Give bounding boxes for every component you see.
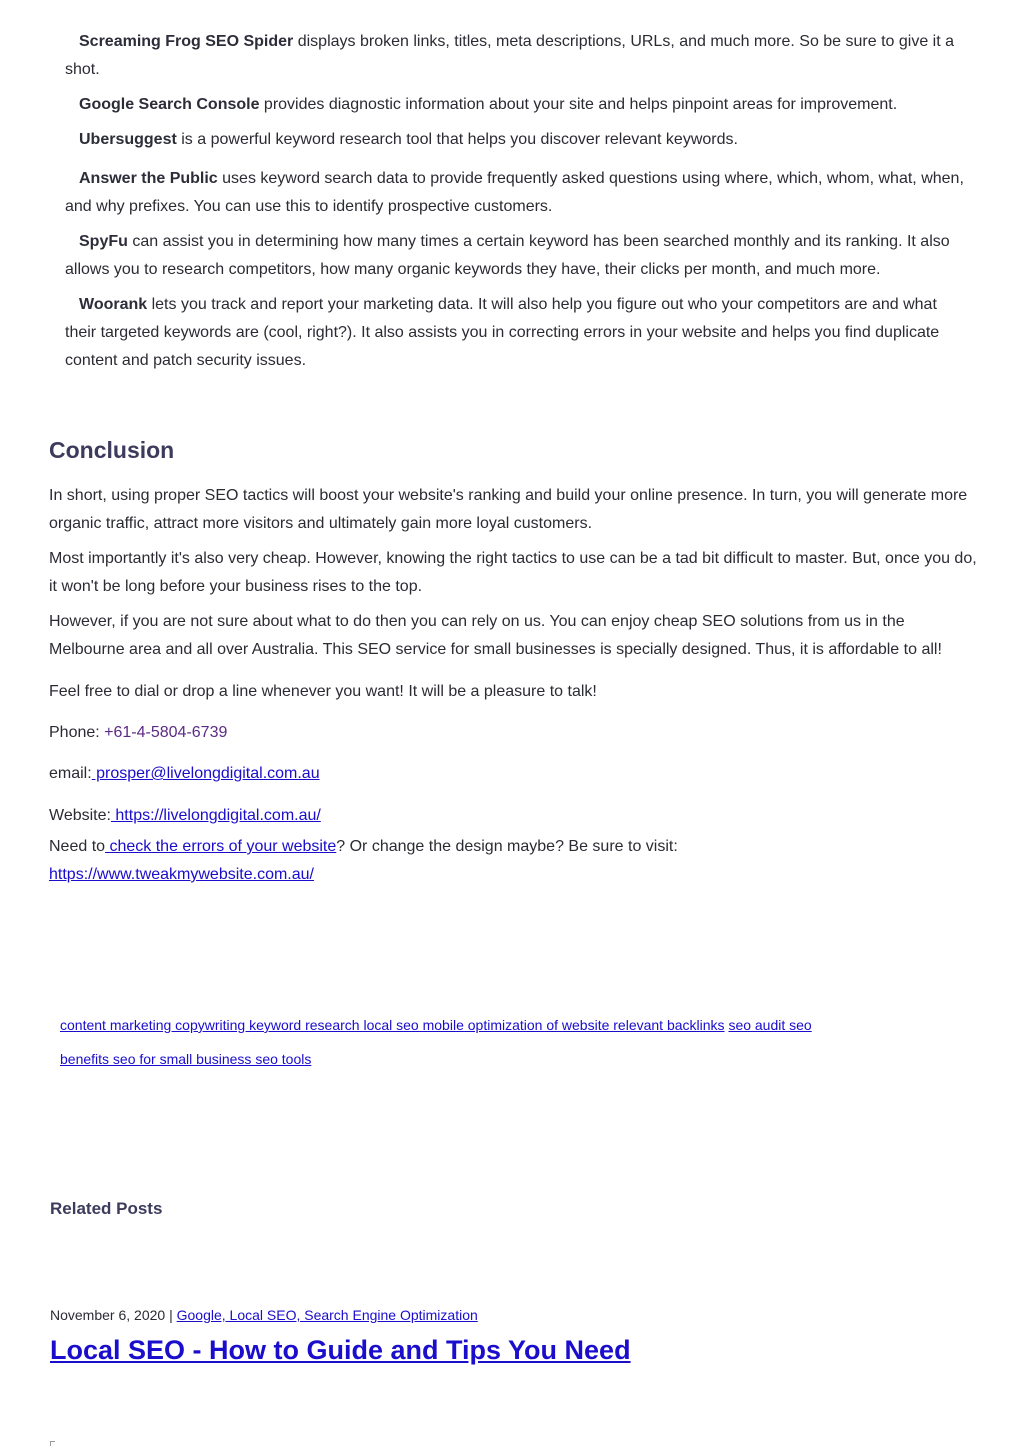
seo-tools-list [65, 28, 970, 382]
tool-description: lets you track and report your marketing data. It will also help you figure out who your competitors are and what their targeted keywords are (cool, right?). It also assists you in correcting errors in your website and helps you find duplicate content and patch security issues. [65, 296, 940, 369]
website-label: Website: [49, 807, 111, 824]
website-link[interactable]: https://livelongdigital.com.au/ [110, 807, 321, 824]
tag-link[interactable]: content marketing copywriting keyword research local seo mobile optimization of website relevant backlinks [60, 1017, 725, 1033]
tool-description: is a powerful keyword research tool that helps you discover relevant keywords. [176, 131, 738, 148]
tool-item [65, 28, 970, 84]
tool-description: can assist you in determining how many times a certain keyword has been searched monthly and its ranking. It also allows you to research competitors, how many organic keywords they have, their clicks per month, and much more. [65, 233, 950, 278]
closing-line: Feel free to dial or drop a line whenever you want! It will be a pleasure to talk! [49, 683, 597, 700]
tool-item [65, 291, 970, 375]
related-post-title [50, 1328, 631, 1372]
conclusion-heading: Conclusion [49, 437, 175, 463]
tool-item [65, 126, 970, 154]
email-link[interactable]: prosper@livelongdigital.com.au [91, 765, 320, 782]
tool-name: Screaming Frog SEO Spider [79, 33, 294, 50]
meta-separator: | [165, 1307, 177, 1323]
tool-description: uses keyword search data to provide frequently asked questions using where, which, whom, what, when, and why prefixes. You can use this to identify prospective customers. [65, 170, 964, 215]
email-label: email: [49, 765, 92, 782]
tool-name: SpyFu [79, 233, 128, 250]
post-meta [50, 1303, 478, 1327]
tool-item [65, 91, 970, 119]
email-line [49, 760, 320, 788]
tool-name: Woorank [79, 296, 148, 313]
post-date: November 6, 2020 [50, 1307, 166, 1323]
phone-number[interactable]: +61-4-5804-6739 [104, 724, 228, 741]
corner-mark [50, 1441, 55, 1446]
conclusion-paragraph: Most importantly it's also very cheap. However, knowing the right tactics to use can be a tad bit difficult to master. But, once you do, it won't be long before your business rises to the top. [49, 550, 977, 595]
tool-name: Ubersuggest [79, 131, 177, 148]
related-posts-heading: Related Posts [50, 1199, 163, 1218]
conclusion-paragraph: In short, using proper SEO tactics will boost your website's ranking and build your online presence. In turn, you will generate more organic traffic, attract more visitors and ultimately gain more loyal customers. [49, 487, 968, 532]
tool-item [65, 165, 970, 221]
post-categories-link[interactable]: Google, Local SEO, Search Engine Optimization [176, 1307, 478, 1323]
need-line [49, 833, 749, 889]
tag-link[interactable]: benefits seo for small business seo tools [60, 1051, 312, 1067]
tool-description: displays broken links, titles, meta descriptions, URLs, and much more. So be sure to give it a shot. [65, 33, 955, 78]
phone-label: Phone: [49, 724, 105, 741]
related-post-link[interactable]: Local SEO - How to Guide and Tips You Need [50, 1335, 631, 1365]
tool-item [65, 228, 970, 284]
tool-name: Google Search Console [79, 96, 260, 113]
post-tags [60, 1008, 940, 1076]
phone-line [49, 719, 227, 747]
conclusion-paragraph: However, if you are not sure about what to do then you can rely on us. You can enjoy cheap SEO solutions from us in the Melbourne area and all over Australia. This SEO service for small businesses is specially designed. Thus, it is affordable to all! [49, 613, 942, 658]
tweak-website-link[interactable]: https://www.tweakmywebsite.com.au/ [49, 866, 314, 883]
need-prefix: Need to [49, 838, 106, 855]
website-line [49, 802, 321, 830]
conclusion-body [49, 482, 979, 671]
check-errors-link[interactable]: check the errors of your website [105, 838, 337, 855]
tool-name: Answer the Public [79, 170, 218, 187]
tag-link[interactable]: seo audit seo [728, 1017, 812, 1033]
need-suffix: ? Or change the design maybe? Be sure to visit: [336, 838, 678, 855]
tool-description: provides diagnostic information about your site and helps pinpoint areas for improvement. [259, 96, 898, 113]
